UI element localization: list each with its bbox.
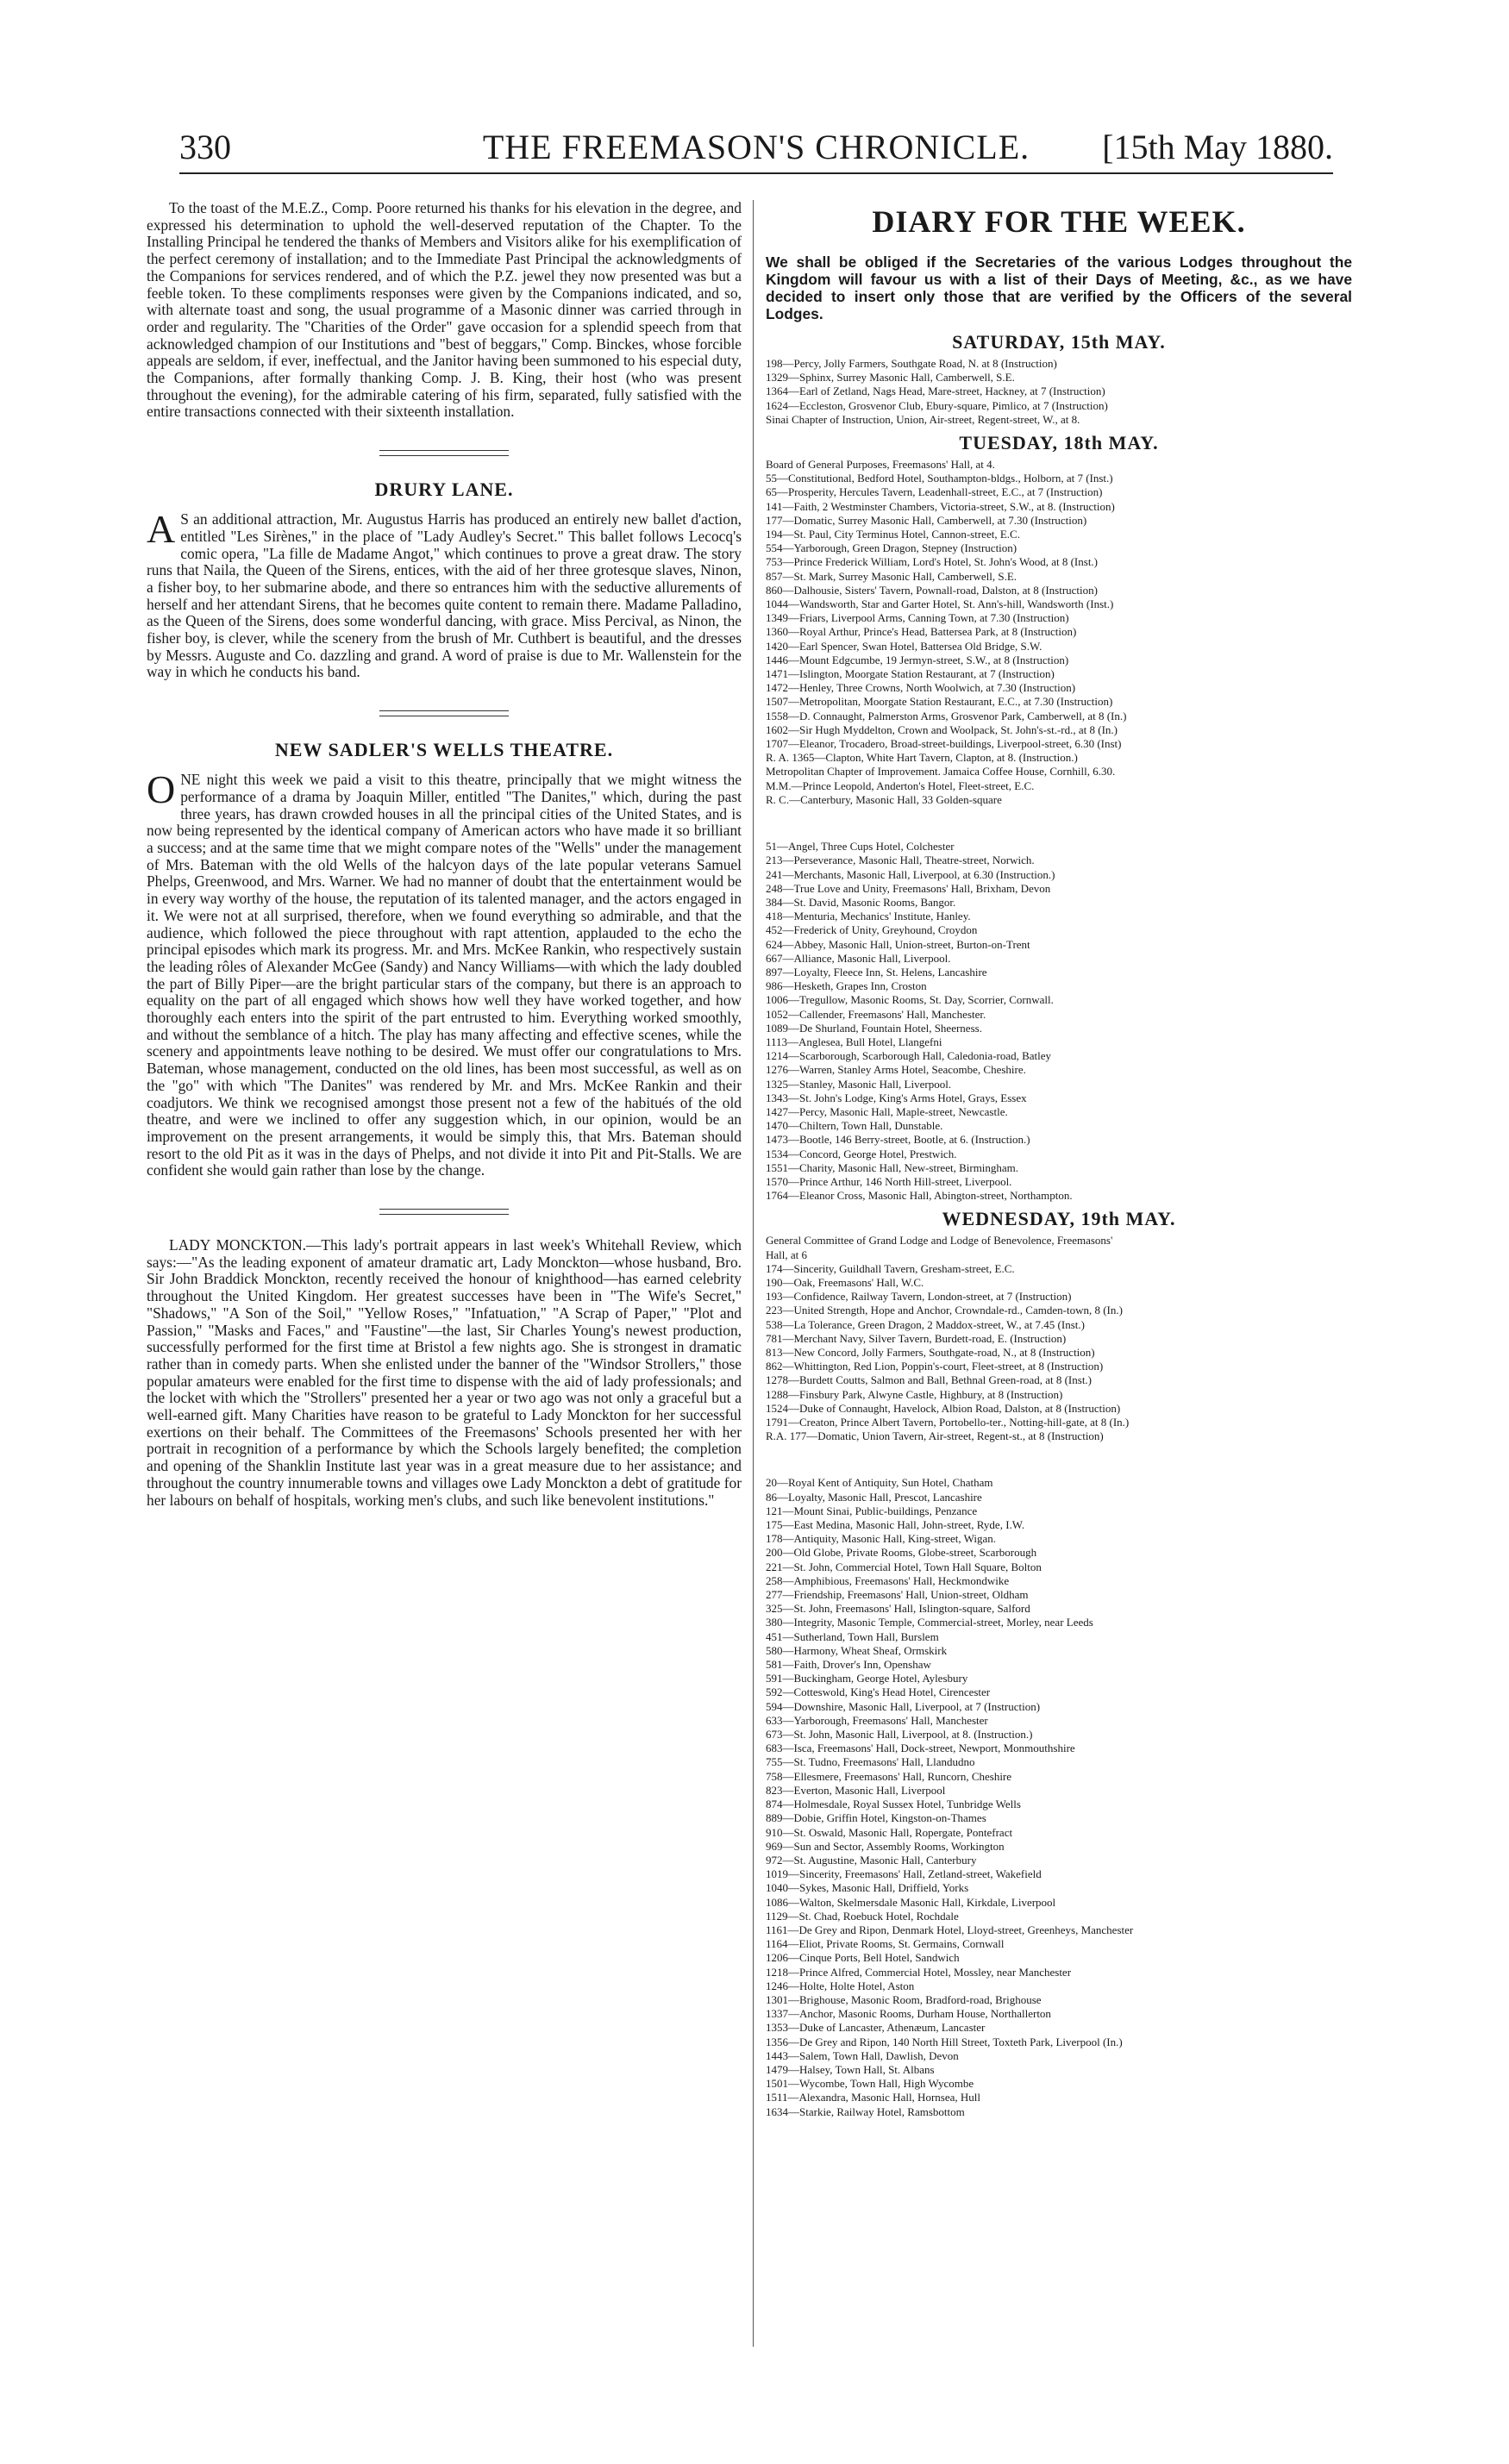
lodge-entry: 1161—De Grey and Ripon, Denmark Hotel, Lloyd-street, Greenheys, Manchester	[766, 1923, 1134, 1936]
lodge-entry: 1276—Warren, Stanley Arms Hotel, Seacombe, Cheshire.	[766, 1063, 1026, 1077]
lodge-entry: 1218—Prince Alfred, Commercial Hotel, Mossley, near Manchester	[766, 1965, 1072, 1979]
lodge-entry: 633—Yarborough, Freemasons' Hall, Manchester	[766, 1713, 988, 1727]
lodge-entry: 380—Integrity, Masonic Temple, Commercial-street, Morley, near Leeds	[766, 1616, 1093, 1629]
lodge-entry: 1040—Sykes, Masonic Hall, Driffield, Yorks	[766, 1881, 969, 1895]
lodge-entry: 1472—Henley, Three Crowns, North Woolwich, at 7.30 (Instruction)	[766, 681, 1076, 695]
saturday-heading: SATURDAY, 15th MAY.	[952, 331, 1166, 353]
lodge-entry: 1420—Earl Spencer, Swan Hotel, Battersea Old Bridge, S.W.	[766, 639, 1043, 653]
lodge-entry: 190—Oak, Freemasons' Hall, W.C.	[766, 1275, 924, 1289]
diary-intro: We shall be obliged if the Secretaries of the various Lodges throughout the Kingdom will favour us with a list of their Days of Meeting, &c., as we have decided to insert only those that are verified by the Officers of the several Lodges.	[766, 253, 1352, 322]
lodge-entry: 194—St. Paul, City Terminus Hotel, Cannon-street, E.C.	[766, 528, 1020, 541]
lodge-entry: 451—Sutherland, Town Hall, Burslem	[766, 1629, 939, 1643]
lodge-entry: 277—Friendship, Freemasons' Hall, Union-street, Oldham	[766, 1588, 1029, 1602]
lodge-entry: R. A. 1365—Clapton, White Hart Tavern, Clapton, at 8. (Instruction.)	[766, 751, 1078, 765]
column-divider	[753, 200, 754, 2347]
lodge-entry: 213—Perseverance, Masonic Hall, Theatre-street, Norwich.	[766, 854, 1035, 867]
lodge-entry: 1501—Wycombe, Town Hall, High Wycombe	[766, 2077, 974, 2091]
lodge-entry: 1206—Cinque Ports, Bell Hotel, Sandwich	[766, 1951, 960, 1965]
lodge-entry: 325—St. John, Freemasons' Hall, Islington-square, Salford	[766, 1602, 1030, 1616]
lodge-entry: 781—Merchant Navy, Silver Tavern, Burdett-road, E. (Instruction)	[766, 1331, 1067, 1345]
lady-monckton-article: LADY MONCKTON.—This lady's portrait appears in last week's Whitehall Review, which says:—"As the leading exponent of amateur dramatic art, Lady Monckton—whose husband, Bro. Sir John Braddick Monckton, recently received the honour of knighthood—has earned celebrity throughout the United Kingdom. Her greatest successes have been in "The Wife's Secret," "Shadows," "A Son of the Soil," "Yellow Roses," "Infatuation," "A Scrap of Paper," "Plot and Passion," "Masks and Faces," and "Faustine"—the last, Sir Charles Young's newest production, successfully performed for the first time at Bristol a few nights ago. She is strongest in dramatic rather than in comedy parts. When she enlisted under the banner of the "Windsor Strollers," those popular amateurs were enabled for the first time to dispense with the aid of lady professionals; and the locket with which the "Strollers" presented her a year or two ago was not only a graceful but a well-earned gift. Many Charities have reason to be grateful to Lady Monckton for her successful exertions on their behalf. The Committees of the Freemasons' Schools presented her with her portrait in recognition of a performance by which the Schools largely benefited; the completion and opening of the Shanklin Institute last year was in a great measure due to her assistance; and throughout the country innumerable towns and villages owe Lady Monckton a debt of gratitude for her labours on behalf of hospitals, working men's clubs, and such like benevolent institutions."	[147, 1236, 742, 1509]
lodge-entry: 175—East Medina, Masonic Hall, John-street, Ryde, I.W.	[766, 1518, 1025, 1532]
lodge-entry: 1364—Earl of Zetland, Nags Head, Mare-street, Hackney, at 7 (Instruction)	[766, 385, 1105, 398]
chapter-report-paragraph: To the toast of the M.E.Z., Comp. Poore returned his thanks for his elevation in the degree, and expressed his determination to uphold the well-deserved reputation of the Chapter. To the Installing Principal he tendered the thanks of Members and Visitors alike for his exemplification of the perfect ceremony of installation; and to the Immediate Past Principal the acknowledgments of the Companions for services rendered, and of which the P.Z. jewel they now presented was but a feeble token. To these compliments responses were given by the Companions indicated, and so, with alternate toast and song, the usual programme of a Masonic dinner was carried through in order and regularity. The "Charities of the Order" gave occasion for a splendid speech from that acknowledged champion of our Institutions and "best of beggars," Comp. Binckes, whose forcible appeals are seldom, if ever, ineffectual, and the Janitor having been summoned to his especial duty, the Companions, after formally thanking Comp. J. B. King, their host (who was present throughout the evening), for the admirable catering of his firm, separated, fully satisfied with the entire transactions connected with their sixteenth installation.	[147, 199, 742, 421]
lodge-entry: 1164—Eliot, Private Rooms, St. Germains, Cornwall	[766, 1937, 1005, 1951]
lodge-entry: 1301—Brighouse, Masonic Room, Bradford-road, Brighouse	[766, 1992, 1042, 2006]
lodge-entry: 1019—Sincerity, Freemasons' Hall, Zetland-street, Wakefield	[766, 1867, 1042, 1881]
lodge-entry: 683—Isca, Freemasons' Hall, Dock-street, Newport, Monmouthshire	[766, 1742, 1075, 1755]
lodge-entry: 51—Angel, Three Cups Hotel, Colchester	[766, 840, 955, 854]
section-rule	[379, 710, 509, 716]
list-gap	[766, 1457, 1352, 1462]
lodge-entry: 969—Sun and Sector, Assembly Rooms, Workington	[766, 1839, 1005, 1853]
lodge-entry: 1634—Starkie, Railway Hotel, Ramsbottom	[766, 2104, 965, 2118]
lodge-entry: 1086—Walton, Skelmersdale Masonic Hall, Kirkdale, Liverpool	[766, 1895, 1056, 1909]
lodge-entry: 174—Sincerity, Guildhall Tavern, Gresham-street, E.C.	[766, 1261, 1015, 1275]
tuesday-lodge-list	[766, 458, 1352, 1203]
lodge-entry: 1349—Friars, Liverpool Arms, Canning Town, at 7.30 (Instruction)	[766, 611, 1069, 625]
lodge-entry: 198—Percy, Jolly Farmers, Southgate Road, N. at 8 (Instruction)	[766, 357, 1057, 370]
lodge-entry: 1473—Bootle, 146 Berry-street, Bootle, at 6. (Instruction.)	[766, 1133, 1030, 1147]
lodge-entry: 1044—Wandsworth, Star and Garter Hotel, St. Ann's-hill, Wandsworth (Inst.)	[766, 597, 1114, 611]
drury-lane-article: A S an additional attraction, Mr. Augustus Harris has produced an entirely new ballet d'action, entitled "Les Sirènes," in the place of "Lady Audley's Secret." This ballet follows Lecocq's comic opera, "La fille de Madame Angot," which continues to prove a great draw. The story runs that Naila, the Queen of the Sirens, entices, with the aid of her three grotesque slaves, Ninon, a fisher boy, to her submarine abode, and there so entrances him with the seductive allurements of herself and her attendant Sirens, that he becomes quite content to remain there. Madame Palladino, as the Queen of the Sirens, does some wonderful dancing, with grace. Miss Percival, as Ninon, the fisher boy, is clever, while the scenery from the brush of Mr. Cuthbert is beautiful, and the dresses by Messrs. Auguste and Co. dazzling and grand. A word of praise is due to Mr. Wallenstein for the way in which he conducts his band.	[147, 507, 742, 681]
lodge-entry: 1353—Duke of Lancaster, Athenæum, Lancaster	[766, 2021, 986, 2035]
lodge-entry: 753—Prince Frederick William, Lord's Hotel, St. John's Wood, at 8 (Inst.)	[766, 555, 1099, 569]
lodge-entry: 581—Faith, Drover's Inn, Openshaw	[766, 1658, 931, 1672]
lodge-entry: 1551—Charity, Masonic Hall, New-street, Birmingham.	[766, 1160, 1019, 1174]
lodge-entry: 972—St. Augustine, Masonic Hall, Canterbury	[766, 1853, 977, 1867]
lodge-entry: 248—True Love and Unity, Freemasons' Hall, Brixham, Devon	[766, 881, 1051, 895]
drop-cap: A	[147, 507, 176, 552]
lodge-entry: 141—Faith, 2 Westminster Chambers, Victoria-street, S.W., at 8. (Instruction)	[766, 499, 1115, 513]
lodge-entry: M.M.—Prince Leopold, Anderton's Hotel, Fleet-street, E.C.	[766, 779, 1035, 792]
lodge-entry: 1470—Chiltern, Town Hall, Dunstable.	[766, 1119, 943, 1133]
lodge-entry: 813—New Concord, Jolly Farmers, Southgate-road, N., at 8 (Instruction)	[766, 1346, 1095, 1359]
sadlers-wells-article: ONE night this week we paid a visit to this theatre, principally that we might witness the performance of a drama by Joaquin Miller, entitled "The Danites," which, during the past three years, has drawn crowded houses in all the principal cities of the United States, and is now being represented by the identical company of American actors who have made it so brilliant a success; and at the same time that we might compare notes of the "Wells" under the management of Mrs. Bateman with the old Wells of the halcyon days of the late popular veterans Samuel Phelps, Greenwood, and Mrs. Warner. We had no manner of doubt that the entertainment would be in every way worthy of the house, the reputation of its talented manager, and the actors engaged in it. We were not at all surprised, therefore, when we found everything so admirable, and that the audience, which followed the piece throughout with rapt attention, applauded to the echo the principal episodes which mark its progress. Mr. and Mrs. McKee Rankin, who respectively sustain the leading rôles of Alexander McGee (Sandy) and Nancy Williams—with which the lady doubled the part of Billy Piper—are the bright particular stars of the company, but there is an approach to equality on the part of all engaged which shows how well they have worked together, and how thoroughly each enters into the spirit of the part entrusted to him. Everything worked smoothly, and without the semblance of a hitch. The play has many affecting and effective scenes, while the scenery and appointments leave nothing to be desired. We must offer our congratulations to Mrs. Bateman, whose management, conducted on the old lines, has been most successful, as well as on the "go" with which "The Danites" was rendered by Mr. and Mrs. McKee Rankin and their coadjutors. We think we recognised amongst those present not a few of the habitués of the old theatre, and were we inclined to offer any suggestion which, in our opinion, would be an improvement on the present arrangements, it would be simply this, that Mrs. Bateman should resort to the old Pit as it was in the days of Phelps, and not divide it into Pit and Pit-Stalls. We are confident she would gain rather than lose by the change.	[147, 767, 742, 1179]
lodge-entry: 1113—Anglesea, Bull Hotel, Llangefni	[766, 1035, 942, 1048]
lodge-entry: 1602—Sir Hugh Myddelton, Crown and Woolpack, St. John's-st.-rd., at 8 (In.)	[766, 722, 1118, 736]
lodge-entry: 223—United Strength, Hope and Anchor, Crowndale-rd., Camden-town, 8 (In.)	[766, 1304, 1123, 1317]
lodge-entry: 862—Whittington, Red Lion, Poppin's-court, Fleet-street, at 8 (Instruction)	[766, 1360, 1104, 1373]
lodge-entry: 177—Domatic, Surrey Masonic Hall, Camberwell, at 7.30 (Instruction)	[766, 513, 1087, 527]
lodge-entry: 1214—Scarborough, Scarborough Hall, Caledonia-road, Batley	[766, 1049, 1052, 1063]
lodge-entry: 889—Dobie, Griffin Hotel, Kingston-on-Thames	[766, 1811, 986, 1825]
lodge-entry: 1507—Metropolitan, Moorgate Station Restaurant, E.C., at 7.30 (Instruction)	[766, 695, 1113, 709]
right-column	[766, 200, 1352, 2119]
lodge-entry: 594—Downshire, Masonic Hall, Liverpool, at 7 (Instruction)	[766, 1699, 1041, 1713]
lodge-entry: 591—Buckingham, George Hotel, Aylesbury	[766, 1672, 968, 1685]
list-gap	[766, 821, 1352, 826]
lodge-entry: 1288—Finsbury Park, Alwyne Castle, Highbury, at 8 (Instruction)	[766, 1387, 1063, 1401]
lodge-entry: 65—Prosperity, Hercules Tavern, Leadenhall-street, E.C., at 7 (Instruction)	[766, 485, 1103, 499]
lodge-entry: 1558—D. Connaught, Palmerston Arms, Grosvenor Park, Camberwell, at 8 (In.)	[766, 709, 1127, 722]
page-number: 330	[179, 128, 231, 166]
lodge-entry: 910—St. Oswald, Masonic Hall, Ropergate, Pontefract	[766, 1825, 1013, 1839]
lodge-entry: 1360—Royal Arthur, Prince's Head, Battersea Park, at 8 (Instruction)	[766, 625, 1077, 639]
lodge-entry: 673—St. John, Masonic Hall, Liverpool, at 8. (Instruction.)	[766, 1728, 1033, 1742]
lodge-entry: Sinai Chapter of Instruction, Union, Air-street, Regent-street, W., at 8.	[766, 412, 1080, 426]
lodge-entry: Board of General Purposes, Freemasons' Hall, at 4.	[766, 458, 995, 472]
lodge-entry: 1089—De Shurland, Fountain Hotel, Sheerness.	[766, 1021, 982, 1035]
lodge-entry: 857—St. Mark, Surrey Masonic Hall, Camberwell, S.E.	[766, 569, 1017, 583]
lodge-entry: 452—Frederick of Unity, Greyhound, Croydon	[766, 923, 978, 937]
lodge-entry: 986—Hesketh, Grapes Inn, Croston	[766, 979, 927, 993]
lodge-entry: R. C.—Canterbury, Masonic Hall, 33 Golden-square	[766, 792, 1002, 806]
lodge-entry: 1129—St. Chad, Roebuck Hotel, Rochdale	[766, 1909, 959, 1923]
lodge-entry: 1707—Eleanor, Trocadero, Broad-street-buildings, Liverpool-street, 6.30 (Inst)	[766, 737, 1122, 751]
lodge-entry: 667—Alliance, Masonic Hall, Liverpool.	[766, 951, 951, 965]
lodge-entry: R.A. 177—Domatic, Union Tavern, Air-street, Regent-st., at 8 (Instruction)	[766, 1429, 1104, 1443]
lodge-entry: 1570—Prince Arthur, 146 North Hill-street, Liverpool.	[766, 1174, 1012, 1188]
tuesday-heading: TUESDAY, 18th MAY.	[959, 432, 1159, 454]
wednesday-lodge-list	[766, 1234, 1352, 2118]
section-rule	[379, 450, 509, 456]
lodge-entry: 121—Mount Sinai, Public-buildings, Penzance	[766, 1504, 978, 1517]
lodge-entry: 1534—Concord, George Hotel, Prestwich.	[766, 1147, 957, 1160]
lodge-entry: 1791—Creaton, Prince Albert Tavern, Portobello-ter., Notting-hill-gate, at 8 (In.)	[766, 1416, 1130, 1429]
lodge-entry: 1006—Tregullow, Masonic Rooms, St. Day, Scorrier, Cornwall.	[766, 993, 1054, 1007]
lodge-entry: 258—Amphibious, Freemasons' Hall, Heckmondwike	[766, 1573, 1010, 1587]
lodge-entry: 758—Ellesmere, Freemasons' Hall, Runcorn, Cheshire	[766, 1769, 1012, 1783]
diary-title: DIARY FOR THE WEEK.	[872, 204, 1246, 239]
lodge-entry: 1343—St. John's Lodge, King's Arms Hotel, Grays, Essex	[766, 1091, 1027, 1104]
lodge-entry: 1524—Duke of Connaught, Havelock, Albion Road, Dalston, at 8 (Instruction)	[766, 1401, 1121, 1415]
wednesday-heading: WEDNESDAY, 19th MAY.	[942, 1208, 1176, 1230]
saturday-lodge-list	[766, 357, 1352, 427]
lodge-entry: 897—Loyalty, Fleece Inn, St. Helens, Lancashire	[766, 965, 987, 979]
drop-cap: O	[147, 767, 176, 812]
publication-title: THE FREEMASON'S CHRONICLE.	[482, 128, 1030, 166]
lodge-entry: 200—Old Globe, Private Rooms, Globe-street, Scarborough	[766, 1546, 1037, 1560]
lodge-entry: 86—Loyalty, Masonic Hall, Prescot, Lancashire	[766, 1490, 982, 1504]
section-rule	[379, 1209, 509, 1215]
lodge-entry: 193—Confidence, Railway Tavern, London-street, at 7 (Instruction)	[766, 1290, 1072, 1304]
lodge-entry: 1052—Callender, Freemasons' Hall, Manchester.	[766, 1007, 986, 1021]
lodge-entry: 1329—Sphinx, Surrey Masonic Hall, Camberwell, S.E.	[766, 371, 1015, 385]
lodge-entry: 624—Abbey, Masonic Hall, Union-street, Burton-on-Trent	[766, 937, 1030, 951]
lodge-entry: 1624—Eccleston, Grosvenor Club, Ebury-square, Pimlico, at 7 (Instruction)	[766, 398, 1108, 412]
lodge-entry: 823—Everton, Masonic Hall, Liverpool	[766, 1783, 946, 1797]
lodge-entry: 1479—Halsey, Town Hall, St. Albans	[766, 2062, 935, 2076]
lodge-entry: 1278—Burdett Coutts, Salmon and Ball, Bethnal Green-road, at 8 (Inst.)	[766, 1373, 1093, 1387]
lodge-entry: 1443—Salem, Town Hall, Dawlish, Devon	[766, 2048, 959, 2062]
lodge-entry: 874—Holmesdale, Royal Sussex Hotel, Tunbridge Wells	[766, 1798, 1021, 1811]
drury-lane-heading: DRURY LANE.	[374, 478, 514, 501]
lodge-entry: 1356—De Grey and Ripon, 140 North Hill Street, Toxteth Park, Liverpool (In.)	[766, 2035, 1123, 2048]
page-header	[179, 128, 1333, 174]
lodge-entry: 20—Royal Kent of Antiquity, Sun Hotel, Chatham	[766, 1476, 993, 1490]
left-column	[147, 200, 742, 1509]
lodge-entry: 860—Dalhousie, Sisters' Tavern, Pownall-road, Dalston, at 8 (Instruction)	[766, 583, 1098, 597]
lodge-entry: 1337—Anchor, Masonic Rooms, Durham House, Northallerton	[766, 2007, 1051, 2021]
lodge-entry: 538—La Tolerance, Green Dragon, 2 Maddox-street, W., at 7.45 (Inst.)	[766, 1317, 1085, 1331]
lodge-entry: 755—St. Tudno, Freemasons' Hall, Llandudno	[766, 1755, 975, 1769]
lodge-entry: 241—Merchants, Masonic Hall, Liverpool, at 6.30 (Instruction.)	[766, 867, 1055, 881]
lodge-entry: 580—Harmony, Wheat Sheaf, Ormskirk	[766, 1643, 948, 1657]
lodge-entry: 1446—Mount Edgcumbe, 19 Jermyn-street, S.W., at 8 (Instruction)	[766, 653, 1069, 666]
lodge-entry: 55—Constitutional, Bedford Hotel, Southampton-bldgs., Holborn, at 7 (Inst.)	[766, 472, 1113, 485]
lodge-entry: 1764—Eleanor Cross, Masonic Hall, Abington-street, Northampton.	[766, 1189, 1073, 1203]
lodge-entry: Metropolitan Chapter of Improvement. Jamaica Coffee House, Cornhill, 6.30.	[766, 765, 1116, 779]
sadlers-wells-heading: NEW SADLER'S WELLS THEATRE.	[274, 739, 614, 761]
lodge-entry: 418—Menturia, Mechanics' Institute, Hanley.	[766, 910, 971, 923]
lodge-entry: 592—Cotteswold, King's Head Hotel, Cirencester	[766, 1685, 991, 1699]
lodge-entry: 1427—Percy, Masonic Hall, Maple-street, Newcastle.	[766, 1104, 1008, 1118]
lodge-entry: 1471—Islington, Moorgate Station Restaurant, at 7 (Instruction)	[766, 667, 1055, 681]
lodge-entry: 554—Yarborough, Green Dragon, Stepney (Instruction)	[766, 541, 1017, 555]
lodge-entry: 221—St. John, Commercial Hotel, Town Hall Square, Bolton	[766, 1560, 1042, 1573]
lodge-entry: 1246—Holte, Holte Hotel, Aston	[766, 1979, 915, 1992]
lodge-entry: 1511—Alexandra, Masonic Hall, Hornsea, Hull	[766, 2091, 980, 2104]
lodge-entry: 1325—Stanley, Masonic Hall, Liverpool.	[766, 1077, 952, 1091]
lodge-entry: General Committee of Grand Lodge and Lodge of Benevolence, Freemasons'	[766, 1234, 1113, 1248]
lodge-entry: 178—Antiquity, Masonic Hall, King-street, Wigan.	[766, 1532, 997, 1546]
lodge-entry: 384—St. David, Masonic Rooms, Bangor.	[766, 895, 956, 909]
lodge-entry: Hall, at 6	[766, 1248, 808, 1261]
issue-date: [15th May 1880.	[1102, 128, 1333, 166]
